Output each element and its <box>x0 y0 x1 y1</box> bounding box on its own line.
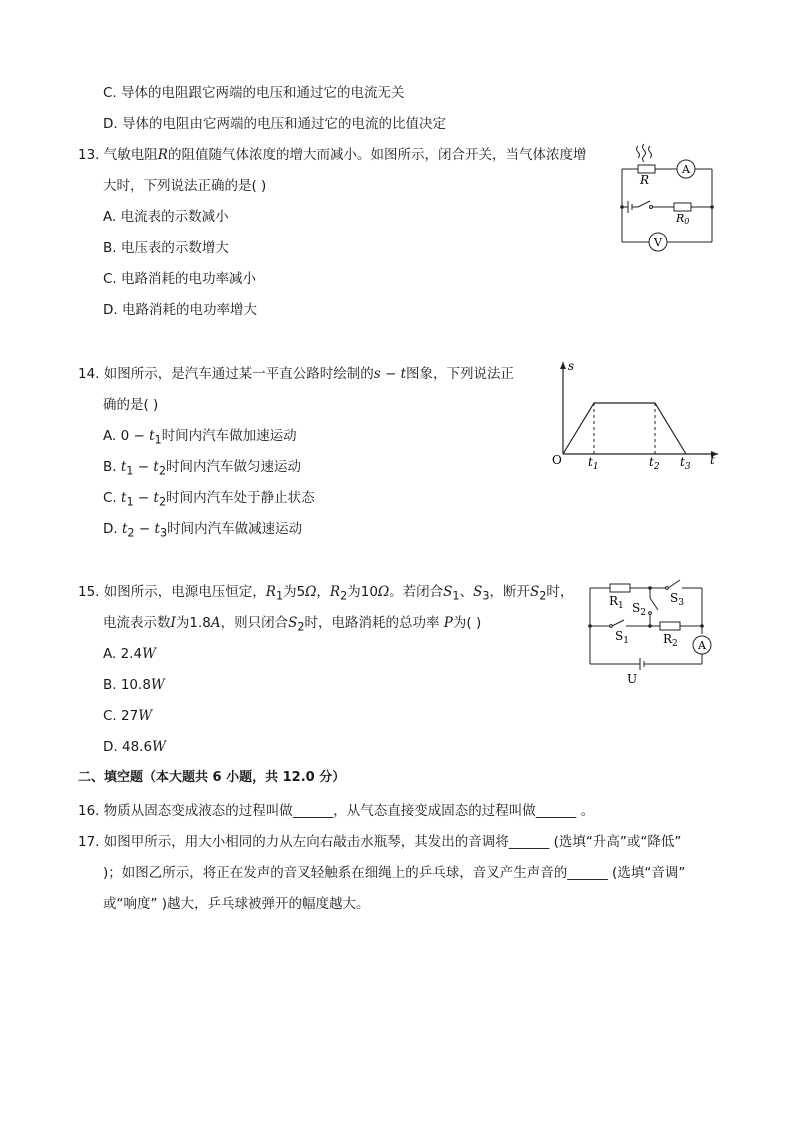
label-r2: $R_2$ <box>663 632 678 649</box>
label-r1: $R_1$ <box>609 594 624 611</box>
q13-option-d: D. 电路消耗的电功率增大 <box>103 302 257 318</box>
q17-stem-line3: 或“响度” )越大，乒乓球被弹开的幅度越大。 <box>103 896 370 912</box>
label-ammeter: A <box>698 639 706 652</box>
label-u: U <box>627 672 638 686</box>
switch-icon <box>638 201 650 207</box>
q14-s-t-graph <box>548 356 728 474</box>
q15-stem-line1: 15. 如图所示，电源电压恒定，$R_1$为5Ω，$R_2$为10Ω。若闭合$S_1$、$S_3$，断开$S_2$时， <box>78 584 574 603</box>
label-s3: $S_3$ <box>670 591 684 608</box>
resistor-r0 <box>674 203 691 211</box>
q17-stem-line1: 17. 如图甲所示，用大小相同的力从左向右敲击水瓶琴，其发出的音调将______ (选填“升高”或“降低” <box>78 834 682 850</box>
q15-number: 15. <box>78 584 100 600</box>
q13-circuit-diagram <box>610 140 720 252</box>
q15-option-b: B. 10.8W <box>103 677 165 693</box>
q15-option-c: C. 27W <box>103 708 153 724</box>
label-ammeter: A <box>682 163 690 176</box>
q17-stem-line2: )；如图乙所示，将正在发声的音叉轻触系在细绳上的乒乓球，音叉产生声音的______ (选填“音调” <box>103 865 686 881</box>
q16-number: 16. <box>78 803 100 819</box>
q14-option-d: D. $t_2 - t_3$时间内汽车做减速运动 <box>103 521 303 540</box>
q14-option-c: C. $t_1 - t_2$时间内汽车处于静止状态 <box>103 490 315 509</box>
q12-option-c: C. 导体的电阻跟它两端的电压和通过它的电流无关 <box>103 85 405 101</box>
label-t: t <box>710 453 715 467</box>
label-s: s <box>568 359 575 373</box>
q13-option-b: B. 电压表的示数增大 <box>103 240 229 256</box>
gas-resistor-r <box>638 165 655 173</box>
label-t2: $t_2$ <box>649 455 660 472</box>
q15-circuit-diagram <box>582 576 722 688</box>
label-origin: O <box>552 453 562 467</box>
label-voltmeter: V <box>654 236 662 249</box>
label-t3: $t_3$ <box>680 455 691 472</box>
q14-option-b: B. $t_1 - t_2$时间内汽车做匀速运动 <box>103 459 301 478</box>
q14-number: 14. <box>78 366 100 382</box>
q14-option-a: A. $0 - t_1$时间内汽车做加速运动 <box>103 428 297 447</box>
q16-stem: 16. 物质从固态变成液态的过程叫做______，从气态直接变成固态的过程叫做______ 。 <box>78 803 595 819</box>
q14-stem-line2: 确的是( ) <box>103 397 159 413</box>
resistor-r1 <box>610 584 630 592</box>
s-t-curve <box>563 403 686 454</box>
label-t1: $t_1$ <box>588 455 599 472</box>
q13-stem-line1: 13. 气敏电阻R的阻值随气体浓度的增大而减小。如图所示，闭合开关，当气体浓度增 <box>78 147 587 163</box>
section-2-title: 二、填空题（本大题共 6 小题，共 12.0 分） <box>78 770 346 785</box>
switch-s1-icon <box>612 620 624 626</box>
gas-wave-icon <box>637 146 640 158</box>
label-r0: R0 <box>676 212 690 226</box>
q13-number: 13. <box>78 147 100 163</box>
label-s1: $S_1$ <box>615 629 629 646</box>
label-r: R <box>640 173 650 187</box>
q14-stem-line1: 14. 如图所示，是汽车通过某一平直公路时绘制的s − t图象，下列说法正 <box>78 366 515 382</box>
switch-s2-icon <box>650 598 658 610</box>
switch-s3-icon <box>668 580 680 588</box>
q15-option-a: A. 2.4W <box>103 646 156 662</box>
label-s2: $S_2$ <box>632 601 646 618</box>
resistor-r2 <box>660 622 680 630</box>
q13-option-a: A. 电流表的示数减小 <box>103 209 229 225</box>
q17-number: 17. <box>78 834 100 850</box>
s-axis-arrow-icon <box>560 362 566 369</box>
q13-stem-line2: 大时，下列说法正确的是( ) <box>103 178 267 194</box>
q13-option-c: C. 电路消耗的电功率减小 <box>103 271 257 287</box>
q15-option-d: D. 48.6W <box>103 739 166 755</box>
q15-stem-line2: 电流表示数I为1.8A，则只闭合$S_2$时，电路消耗的总功率 P为( ) <box>103 615 482 634</box>
q12-option-d: D. 导体的电阻由它两端的电压和通过它的电流的比值决定 <box>103 116 446 132</box>
